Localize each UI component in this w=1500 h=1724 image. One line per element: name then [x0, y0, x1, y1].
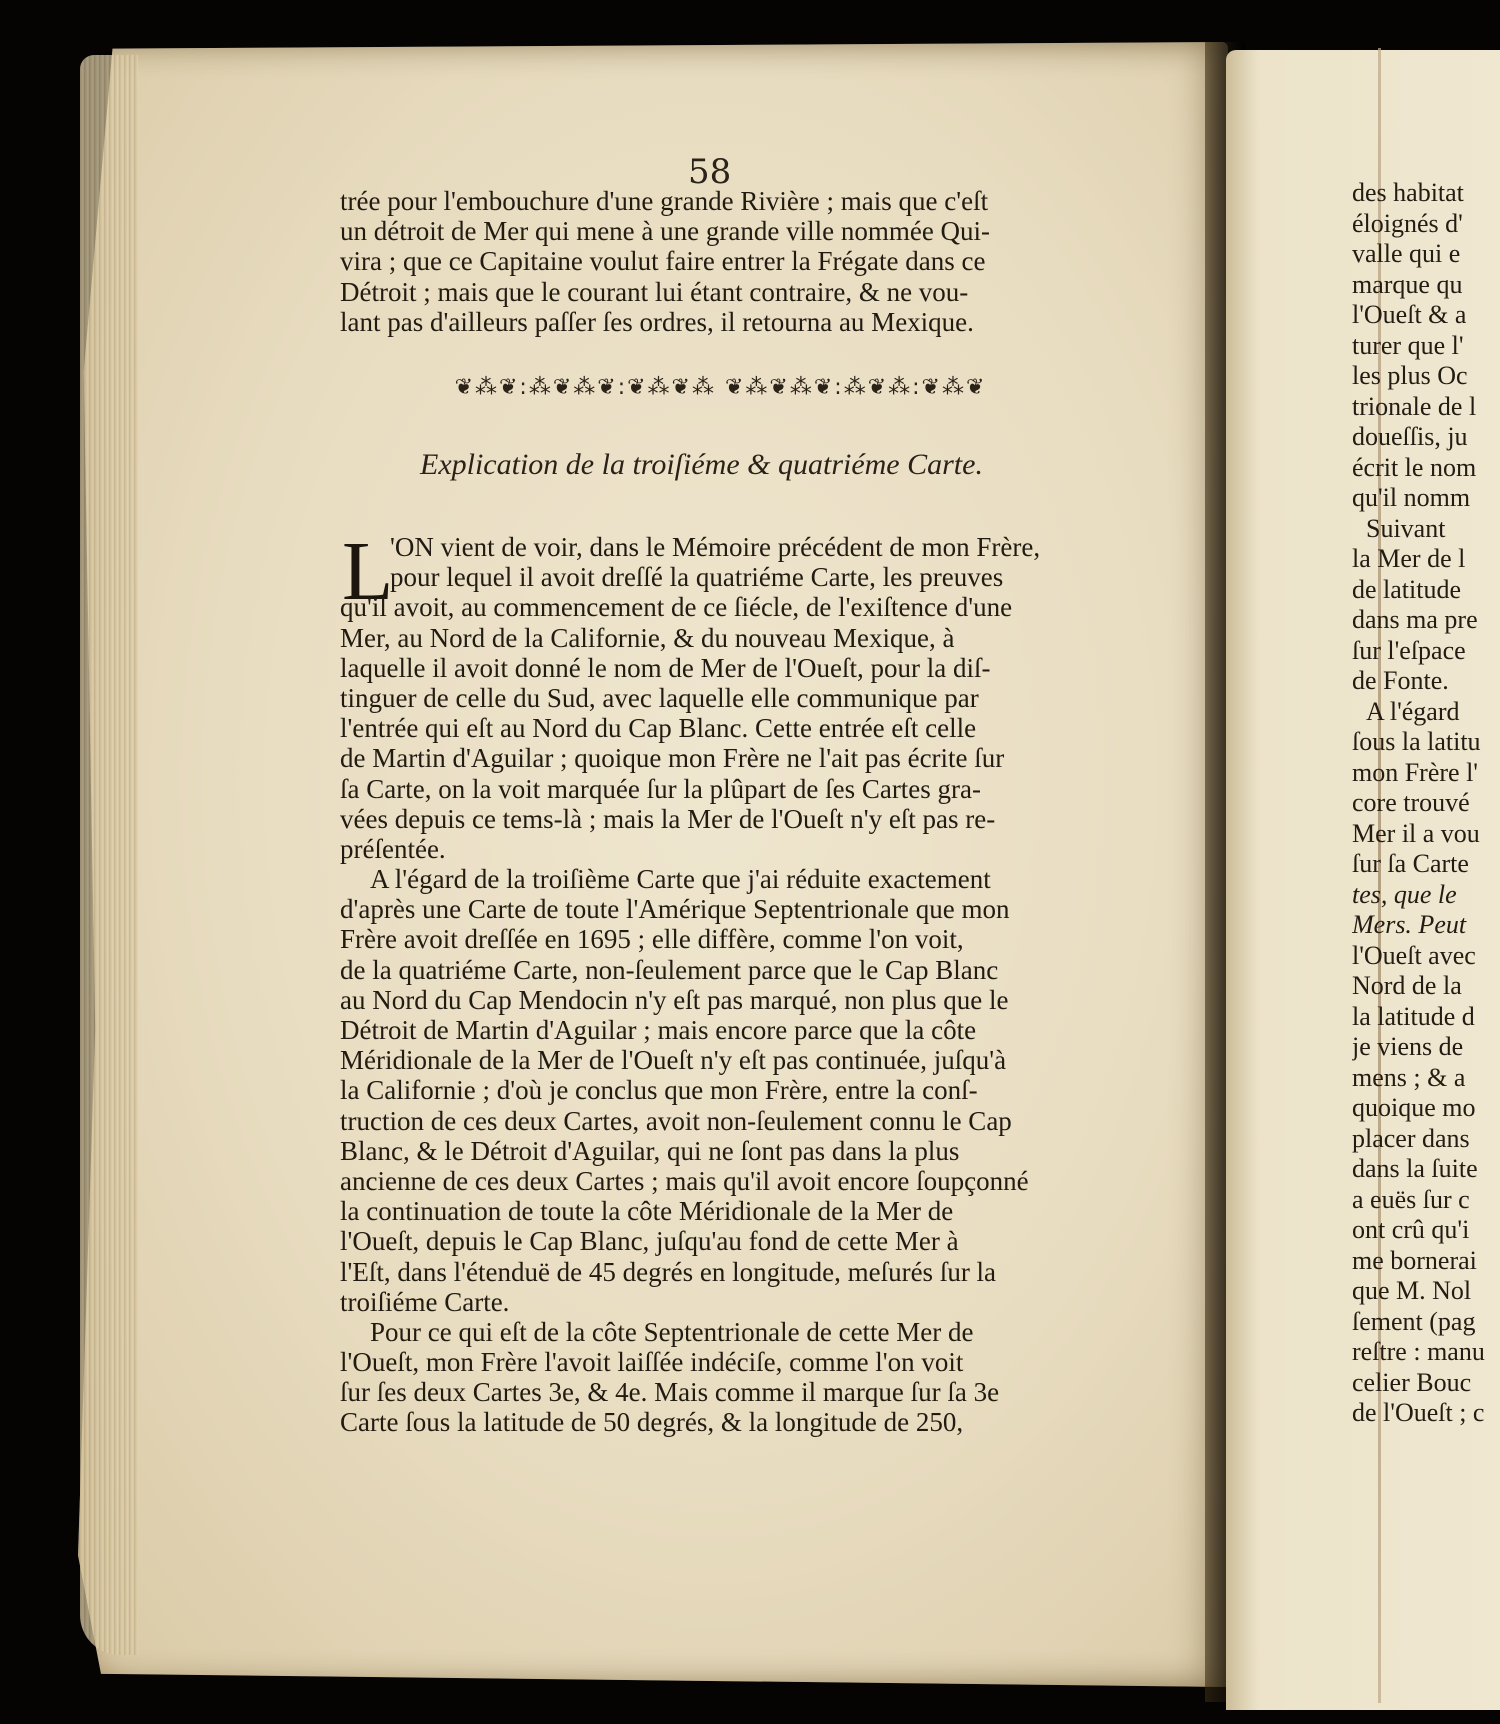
text-line: mens ; & a — [1352, 1062, 1466, 1092]
text-line: de latitude — [1352, 574, 1462, 604]
text-line: l'Eſt, dans l'étenduë de 45 degrés en longitude, meſurés ſur la — [340, 1256, 997, 1287]
text-line: pour lequel il avoit dreſſé la quatriéme Carte, les preuves — [390, 562, 1004, 593]
text-line: Nord de la — [1352, 971, 1462, 1000]
text-line: ſur l'eſpace — [1352, 635, 1466, 665]
text-line: qu'il avoit, au commencement de ce ſiécle, de l'exiſtence d'une — [340, 592, 1013, 623]
text-line: ſa Carte, on la voit marquée ſur la plûpart de ſes Cartes gra- — [340, 773, 982, 804]
text-line: Mer il a vou — [1352, 818, 1480, 848]
text-line: la Californie ; d'où je conclus que mon Frère, entre la conſ- — [340, 1075, 978, 1106]
text-line: lant pas d'ailleurs paſſer ſes ordres, il retourna au Mexique. — [340, 306, 974, 337]
text-line: mon Frère l' — [1352, 757, 1478, 787]
text-line: laquelle il avoit donné le nom de Mer de l'Oueſt, pour la diſ- — [340, 652, 991, 683]
text-line: Méridionale de la Mer de l'Oueſt n'y eſt pas continuée, juſqu'à — [340, 1045, 1007, 1076]
text-line: Détroit ; mais que le courant lui étant contraire, & ne vou- — [340, 276, 969, 307]
text-line: reſtre : manu — [1352, 1337, 1485, 1366]
right-page-text — [1352, 178, 1500, 1429]
text-line: placer dans — [1352, 1123, 1470, 1153]
text-line: vira ; que ce Capitaine voulut faire entrer la Frégate dans ce — [340, 246, 986, 277]
text-line: de la quatriéme Carte, non-ſeulement parce que le Cap Blanc — [340, 954, 999, 985]
text-line: les plus Oc — [1352, 361, 1468, 390]
text-line: l'Oueſt, mon Frère l'avoit laiſſée indéciſe, comme l'on voit — [340, 1347, 964, 1378]
text-line: Blanc, & le Détroit d'Aguilar, qui ne ſont pas dans la plus — [340, 1135, 960, 1166]
text-line: ſur ſes deux Cartes 3e, & 4e. Mais comme il marque ſur ſa 3e — [340, 1377, 1000, 1408]
text-line: Mer, au Nord de la Californie, & du nouveau Mexique, à — [340, 622, 955, 653]
text-line: truction de ces deux Cartes, avoit non-ſeulement connu le Cap — [340, 1105, 1012, 1136]
text-line: A l'égard de la troiſième Carte que j'ai réduite exactement — [370, 864, 991, 895]
text-line: tinguer de celle du Sud, avec laquelle elle communique par — [340, 682, 979, 713]
text-line: éloignés d' — [1352, 208, 1463, 238]
text-line: troiſiéme Carte. — [340, 1286, 510, 1317]
page-edges — [80, 55, 138, 1655]
text-line: ſur ſa Carte — [1352, 849, 1469, 878]
text-line: d'après une Carte de toute l'Amérique Septentrionale que mon — [340, 894, 1010, 925]
text-line: Carte ſous la latitude de 50 degrés, & la longitude de 250, — [340, 1407, 964, 1438]
text-line: doueſſis, ju — [1352, 422, 1468, 451]
text-line: l'Oueſt, depuis le Cap Blanc, juſqu'au fond de cette Mer à — [340, 1226, 959, 1257]
text-line: je viens de — [1352, 1032, 1464, 1061]
text-line: me bornerai — [1352, 1245, 1477, 1275]
text-line: qu'il nomm — [1352, 483, 1471, 512]
text-line: Pour ce qui eſt de la côte Septentrionale de cette Mer de — [370, 1316, 974, 1347]
body-text — [340, 525, 1100, 1438]
text-line: la latitude d — [1352, 1001, 1475, 1031]
text-line: trionale de l — [1352, 391, 1477, 421]
text-line: de Fonte. — [1352, 666, 1449, 695]
text-line: l'entrée qui eſt au Nord du Cap Blanc. Cette entrée eſt celle — [340, 713, 977, 744]
text-line: ancienne de ces deux Cartes ; mais qu'il avoit encore ſoupçonné — [340, 1165, 1029, 1196]
text-line: vées depuis ce tems-là ; mais la Mer de l'Oueſt n'y eſt pas re- — [340, 803, 996, 834]
text-line: ſement (pag — [1352, 1306, 1476, 1336]
text-line: préſentée. — [340, 833, 446, 864]
text-line: écrit le nom — [1352, 452, 1477, 482]
text-line: turer que l' — [1352, 330, 1464, 360]
text-line: trée pour l'embouchure d'une grande Rivière ; mais que c'eſt — [340, 186, 989, 216]
text-line: quoique mo — [1352, 1093, 1476, 1122]
text-line: que M. Nol — [1352, 1276, 1472, 1305]
text-line: ſous la latitu — [1352, 727, 1481, 756]
text-line: celier Bouc — [1352, 1367, 1472, 1397]
drop-cap: L — [342, 525, 394, 618]
section-heading: Explication de la troiſiéme & quatriéme Carte. — [420, 448, 983, 481]
text-line: Frère avoit dreſſée en 1695 ; elle diffère, comme l'on voit, — [340, 924, 964, 955]
text-line: un détroit de Mer qui mene à une grande ville nommée Qui- — [340, 216, 991, 247]
text-line: a euës ſur c — [1352, 1184, 1470, 1214]
text-line: dans la ſuite — [1352, 1154, 1478, 1183]
top-paragraph — [340, 186, 1100, 337]
text-line: dans ma pre — [1352, 605, 1478, 634]
text-line: la Mer de l — [1352, 544, 1466, 573]
text-line: de l'Oueſt ; c — [1352, 1398, 1485, 1427]
text-line: ont crû qu'i — [1352, 1215, 1470, 1244]
text-line: tes, que le — [1352, 879, 1457, 909]
ornamental-divider: ❦⁂❦:⁂❦⁂❦:❦⁂❦⁂ ❦⁂❦⁂❦:⁂❦⁂:❦⁂❦ — [454, 375, 987, 400]
text-line: 'ON vient de voir, dans le Mémoire précédent de mon Frère, — [390, 532, 1041, 562]
text-line: au Nord du Cap Mendocin n'y eſt pas marqué, non plus que le — [340, 984, 1009, 1015]
text-line: Suivant — [1366, 513, 1446, 543]
text-line: des habitat — [1352, 178, 1464, 207]
text-line: core trouvé — [1352, 788, 1470, 817]
text-line: de Martin d'Aguilar ; quoique mon Frère ne l'ait pas écrite ſur — [340, 743, 1005, 774]
text-line: A l'égard — [1366, 696, 1460, 726]
page-number: 58 — [688, 152, 732, 192]
text-line: Mers. Peut — [1352, 910, 1467, 939]
text-line: l'Oueſt & a — [1352, 300, 1467, 329]
text-line: Détroit de Martin d'Aguilar ; mais encore parce que la côte — [340, 1015, 977, 1045]
text-line: la continuation de toute la côte Méridionale de la Mer de — [340, 1196, 954, 1227]
text-line: valle qui e — [1352, 239, 1461, 268]
text-line: marque qu — [1352, 269, 1463, 299]
text-line: l'Oueſt avec — [1352, 940, 1476, 970]
